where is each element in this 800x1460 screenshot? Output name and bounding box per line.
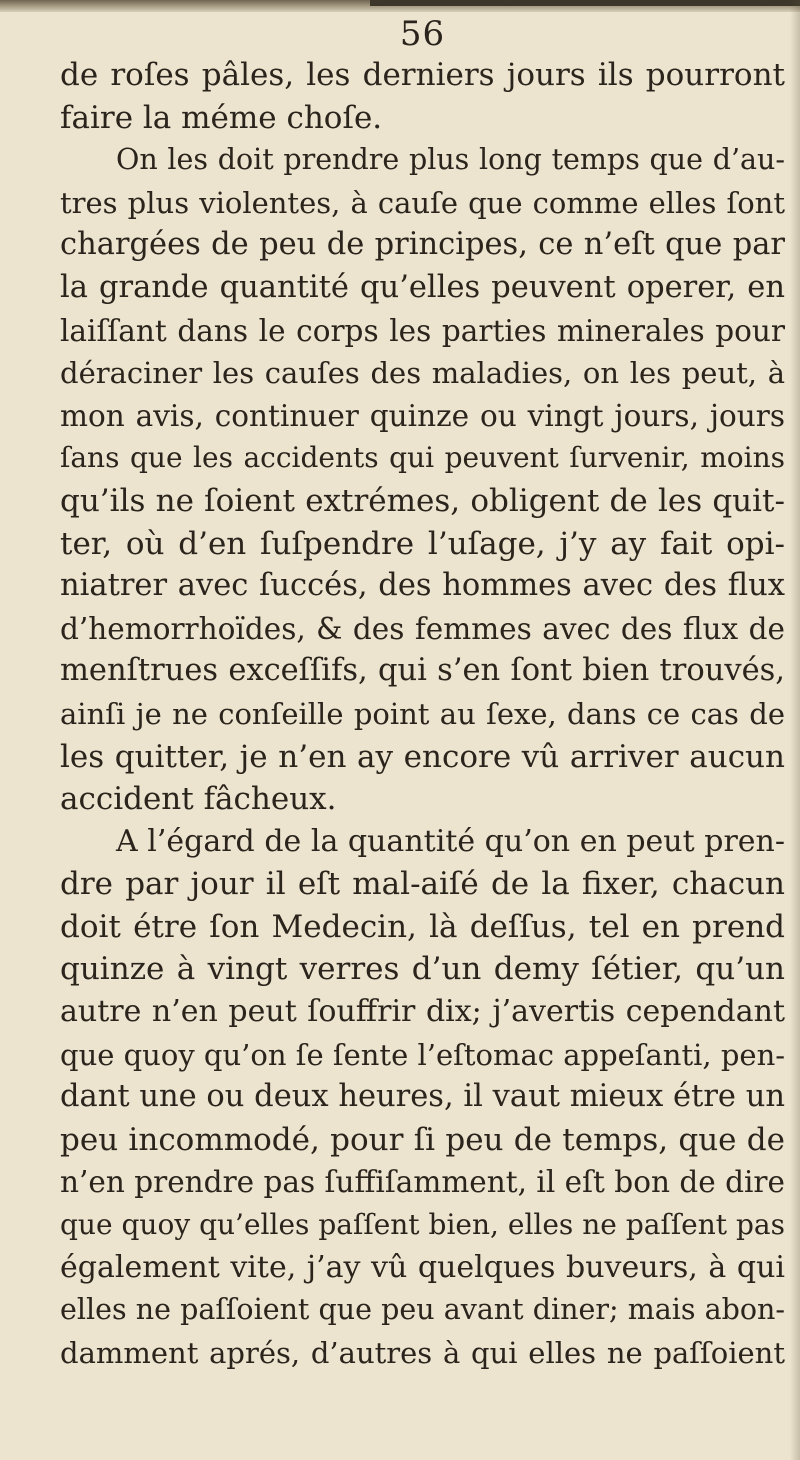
book-page: [60, 10, 785, 1450]
text-line: n’en prendre pas ſuffiſamment, il eſt bon de dire: [60, 1165, 785, 1200]
body-text: [60, 54, 785, 1374]
text-line: les quitter, je n’en ay encore vû arriver aucun: [60, 738, 785, 775]
text-line: que quoy qu’on ſe ſente l’eſtomac appeſanti, pen-: [60, 1037, 785, 1072]
text-line: également vite, j’ay vû quelques buveurs, à qui: [60, 1249, 785, 1285]
text-line: quinze à vingt verres d’un demy ſétier, qu’un: [60, 951, 785, 988]
text-line: menſtrues exceſſifs, qui s’en ſont bien trouvés,: [60, 653, 785, 689]
text-line: autre n’en peut ſouffrir dix; j’avertis cependant: [60, 994, 785, 1030]
text-line: tres plus violentes, à cauſe que comme elles ſont: [60, 185, 785, 220]
text-line: que quoy qu’elles paſſent bien, elles ne paſſent pas: [60, 1208, 785, 1242]
text-line: qu’ils ne ſoient extrémes, obligent de les quit-: [60, 482, 785, 519]
text-line: damment aprés, d’autres à qui elles ne paſſoient: [60, 1335, 785, 1370]
text-line: faire la méme choſe.: [60, 99, 383, 136]
text-line: peu incommodé, pour ſi peu de temps, que de: [60, 1121, 785, 1158]
page-right-edge: [790, 0, 800, 1460]
page-number: 56: [399, 14, 446, 54]
text-line: dant une ou deux heures, il vaut mieux étre un: [60, 1079, 785, 1115]
text-line: déraciner les cauſes des maladies, on les peut, à: [60, 356, 785, 391]
text-line: doit étre ſon Medecin, là deſſus, tel en prend: [60, 908, 785, 945]
text-line: ainſi je ne conſeille point au ſexe, dans ce cas de: [60, 696, 785, 731]
text-line: ſans que les accidents qui peuvent ſurvenir, moins: [60, 441, 785, 475]
text-line: On les doit prendre plus long temps que d’au-: [116, 143, 785, 177]
text-line: elles ne paſſoient que peu avant diner; mais abon-: [60, 1293, 785, 1327]
binding-shadow: [370, 0, 800, 6]
text-line: dre par jour il eſt mal-aiſé de la fixer, chacun: [60, 866, 785, 903]
text-line: A l’égard de la quantité qu’on en peut pren-: [116, 823, 785, 859]
text-line: ter, où d’en ſuſpendre l’uſage, j’y ay fait opi-: [60, 525, 785, 562]
text-line: laiſſant dans le corps les parties minerales pour: [60, 313, 785, 348]
text-line: la grande quantité qu’elles peuvent operer, en: [60, 269, 785, 305]
text-line: niatrer avec ſuccés, des hommes avec des flux: [60, 568, 785, 604]
text-line: d’hemorrhoïdes, & des femmes avec des flux de: [60, 611, 785, 646]
text-line: mon avis, continuer quinze ou vingt jours, jours: [60, 398, 785, 433]
text-line: accident fâcheux.: [60, 781, 337, 818]
text-line: de roſes pâles, les derniers jours ils pourront: [60, 57, 785, 93]
text-line: chargées de peu de principes, ce n’eſt que par: [60, 227, 785, 263]
